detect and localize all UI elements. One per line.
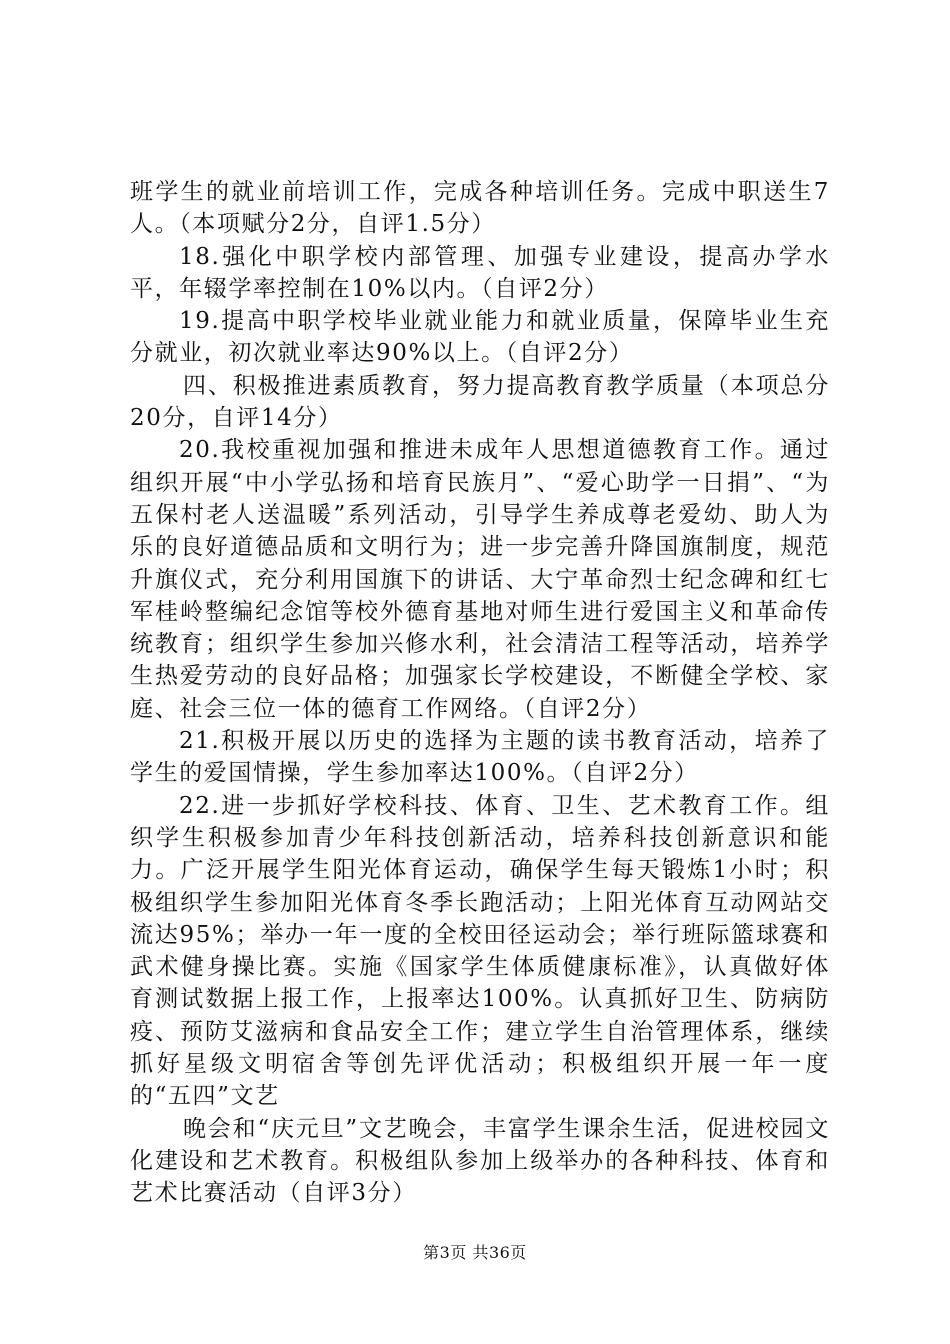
paragraph-item-22: 22.进一步抓好学校科技、体育、卫生、艺术教育工作。组织学生积极参加青少年科技创新活动，培养科技创新意识和能力。广泛开展学生阳光体育运动，确保学生每天锻炼1小时；积极组织学生参加阳光体育冬季长跑活动；上阳光体育互动网站交流达95%；举办一年一度的全校田径运动会；举行班际篮球赛和武术健身操比赛。实施《国家学生体质健康标准》，认真做好体育测试数据上报工作，上报率达100%。认真抓好卫生、防病防疫、预防艾滋病和食品安全工作；建立学生自治管理体系，继续抓好星级文明宿舍等创先评优活动；积极组织开展一年一度的“五四”文艺 (130, 792, 830, 1110)
paragraph-item-19: 19.提高中职学校毕业就业能力和就业质量，保障毕业生充分就业，初次就业率达90%以上。（自评2分） (130, 308, 830, 367)
paragraph-training-carryover: 班学生的就业前培训工作，完成各种培训任务。完成中职送生7人。（本项赋分2分，自评1.5分） (130, 179, 830, 238)
section-heading-quality-education: 四、积极推进素质教育，努力提高教育教学质量（本项总分20分，自评14分） (130, 372, 830, 432)
paragraph-item-18: 18.强化中职学校内部管理、加强专业建设，提高办学水平，年辍学率控制在10%以内。（自评2分） (130, 243, 830, 302)
document-body (130, 176, 830, 1210)
paragraph-item-20: 20.我校重视加强和推进未成年人思想道德教育工作。通过组织开展“中小学弘扬和培育民族月”、“爱心助学一日捐”、“为五保村老人送温暖”系列活动，引导学生养成尊老爱幼、助人为乐的良好道德品质和文明行为；进一步完善升降国旗制度，规范升旗仪式，充分利用国旗下的讲话、大宁革命烈士纪念碑和红七军桂岭整编纪念馆等校外德育基地对师生进行爱国主义和革命传统教育；组织学生参加兴修水利，社会清洁工程等活动，培养学生热爱劳动的良好品格；加强家长学校建设，不断健全学校、家庭、社会三位一体的德育工作网络。（自评2分） (130, 437, 830, 722)
paragraph-item-22-continued: 晚会和“庆元旦”文艺晚会，丰富学生课余生活，促进校园文化建设和艺术教育。积极组队参加上级举办的各种科技、体育和艺术比赛活动（自评3分） (130, 1115, 830, 1207)
page-number-footer: 第3页 共36页 (423, 1243, 527, 1262)
paragraph-item-21: 21.积极开展以历史的选择为主题的读书教育活动，培养了学生的爱国情操，学生参加率达100%。（自评2分） (130, 728, 830, 787)
